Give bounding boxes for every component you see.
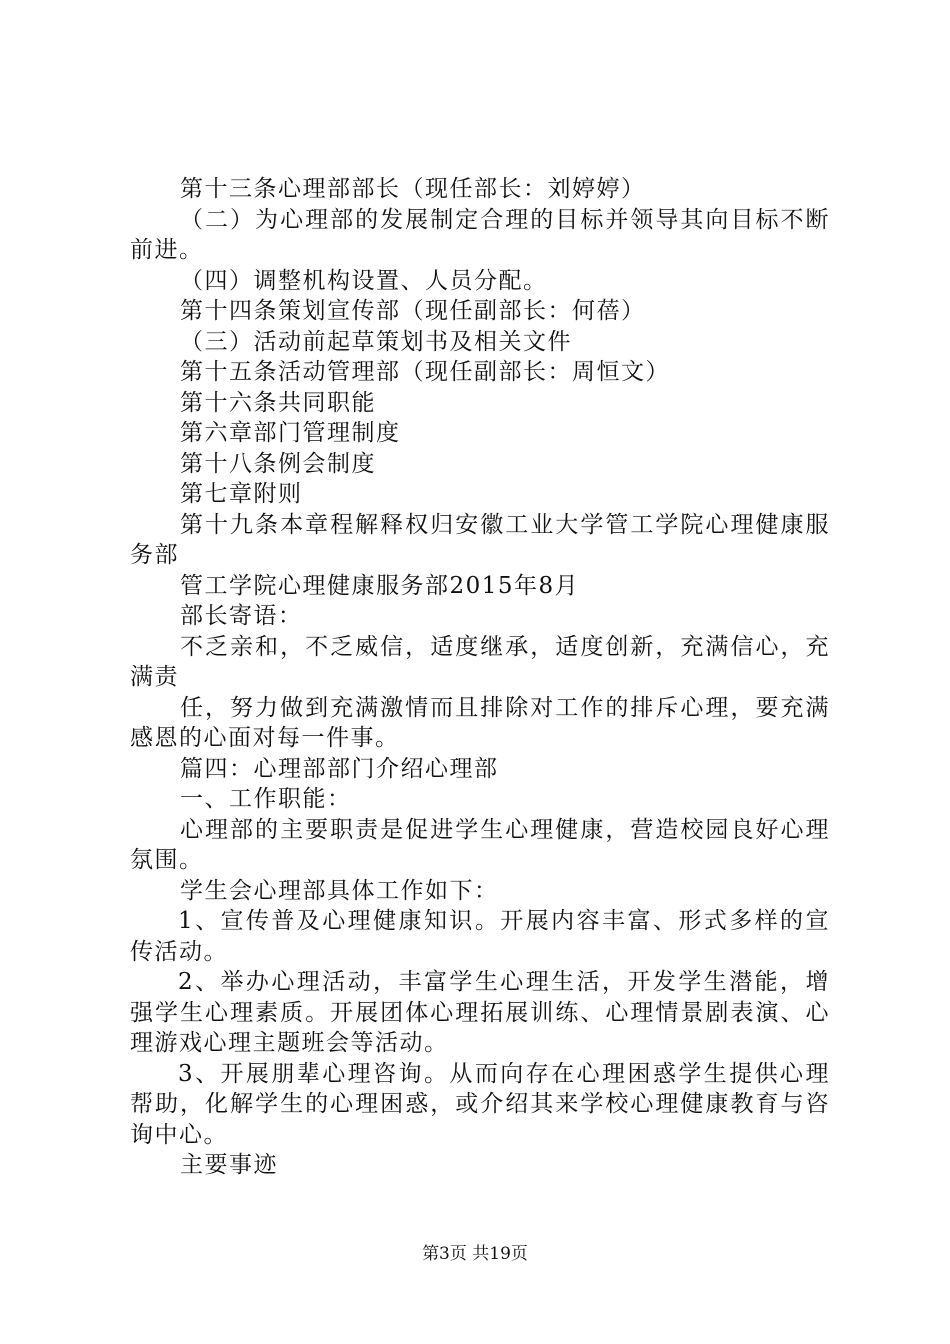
paragraph: 部长寄语： <box>180 603 303 629</box>
page-footer: 第3页 共19页 <box>422 1244 528 1264</box>
paragraph: 篇四：心理部部门介绍心理部 <box>180 755 499 782</box>
paragraph: 一、工作职能： <box>180 786 352 812</box>
paragraph: （四）调整机构设置、人员分配。 <box>180 267 548 294</box>
paragraph: 管工学院心理健康服务部2015年8月 <box>180 572 580 599</box>
paragraph: 1、宣传普及心理健康知识。开展内容丰富、形式多样的宣传活动。 <box>130 908 830 965</box>
paragraph: 第十六条共同职能 <box>180 389 376 416</box>
paragraph: 任，努力做到充满激情而且排除对工作的排斥心理，要充满感恩的心面对每一件事。 <box>130 694 830 751</box>
paragraph: （二）为心理部的发展制定合理的目标并领导其向目标不断前进。 <box>130 206 830 263</box>
paragraph: 第十三条心理部部长（现任部长：刘婷婷） <box>180 176 646 202</box>
paragraph: 第七章附则 <box>180 481 303 507</box>
paragraph: 2、举办心理活动，丰富学生心理生活，开发学生潜能，增强学生心理素质。开展团体心理拓展训练、心理情景剧表演、心理游戏心理主题班会等活动。 <box>130 969 830 1056</box>
paragraph: 第六章部门管理制度 <box>180 420 401 446</box>
paragraph: 不乏亲和，不乏威信，适度继承，适度创新，充满信心，充满责 <box>130 633 830 690</box>
paragraph: 主要事迹 <box>180 1152 278 1178</box>
paragraph: 第十四条策划宣传部（现任副部长：何蓓） <box>180 298 646 324</box>
paragraph: 第十八条例会制度 <box>180 450 376 477</box>
paragraph: 3、开展朋辈心理咨询。从而向存在心理困惑学生提供心理帮助，化解学生的心理困惑，或介绍其来学校心理健康教育与咨询中心。 <box>130 1060 830 1148</box>
paragraph: （三）活动前起草策划书及相关文件 <box>180 328 572 355</box>
paragraph: 第十九条本章程解释权归安徽工业大学管工学院心理健康服务部 <box>130 511 830 568</box>
paragraph: 心理部的主要职责是促进学生心理健康，营造校园良好心理氛围。 <box>130 816 830 873</box>
document-body <box>130 174 830 1181</box>
paragraph: 第十五条活动管理部（现任副部长：周恒文） <box>180 359 670 385</box>
paragraph: 学生会心理部具体工作如下： <box>180 877 499 904</box>
